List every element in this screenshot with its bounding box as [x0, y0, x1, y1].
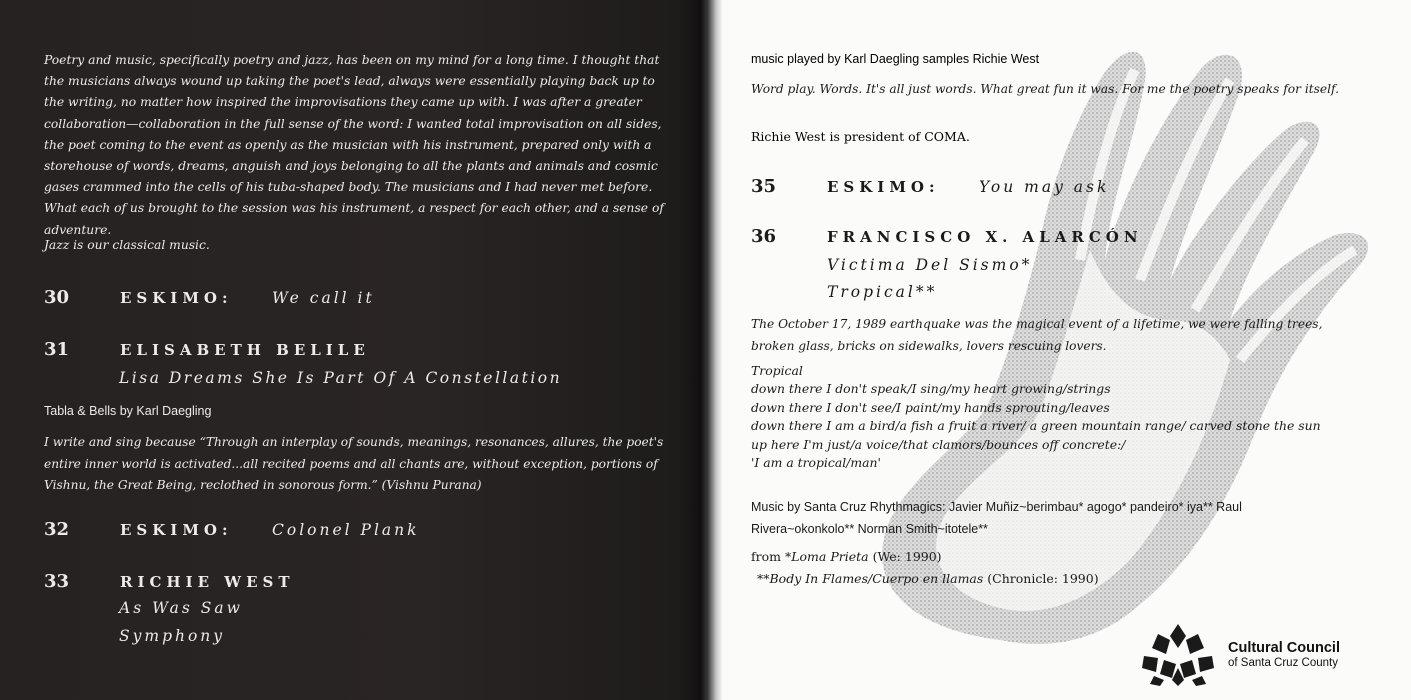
track-number: 33 — [44, 571, 70, 592]
track-30 — [44, 287, 684, 317]
source-1 — [751, 549, 942, 564]
poem-line: down there I am a bird/a fish a fruit a river/ a green mountain range/ carved stone the sun — [751, 418, 1321, 434]
poem-line: down there I don't speak/I sing/my heart growing/strings — [751, 381, 1111, 397]
source-2-title: **Body In Flames/Cuerpo en llamas — [757, 571, 984, 586]
track33-quote: Word play. Words. It's all just words. What great fun it was. For me the poetry speaks for itself. — [751, 82, 1339, 96]
track33-note: Richie West is president of COMA. — [751, 129, 970, 144]
track-title: Victima Del Sismo* — [827, 256, 1033, 274]
track-35 — [751, 176, 1371, 206]
music-credit: Music by Santa Cruz Rhythmagics: Javier Muñiz~berimbau* agogo* pandeiro* iya** Raul Rivera~okonkolo** Norman Smith~itotele** — [751, 500, 1242, 536]
source-1-label: (We: 1990) — [872, 549, 942, 564]
track-number: 30 — [44, 287, 70, 308]
track-subtitle: Tropical** — [827, 283, 938, 301]
logo-subtitle: of Santa Cruz County — [1228, 657, 1338, 669]
poem — [751, 362, 1371, 472]
track31-credit: Tabla & Bells by Karl Daegling — [44, 404, 212, 418]
track-artist: ESKIMO: — [120, 289, 233, 307]
source-2-label: (Chronicle: 1990) — [987, 571, 1099, 586]
track-number: 31 — [44, 339, 70, 360]
track-artist: ELISABETH BELILE — [120, 341, 370, 359]
track-artist: ESKIMO: — [827, 178, 940, 196]
track-artist: RICHIE WEST — [120, 573, 295, 591]
track-title: We call it — [272, 289, 375, 307]
track-subtitle: Symphony — [119, 627, 226, 645]
track-33 — [44, 571, 684, 661]
poem-line: down there I don't see/I paint/my hands sprouting/leaves — [751, 399, 1110, 415]
track31-quote: I write and sing because “Through an interplay of sounds, meanings, resonances, allures, the poet's entire inner world is activated...all recited poems and all chants are, without exception, portions of Vishnu, the Great Being, reclothed in sonorous form.” (Vishnu Purana) — [44, 435, 664, 492]
track-31 — [44, 339, 684, 399]
essay-paragraph: Poetry and music, specifically poetry and jazz, has been on my mind for a long time. I thought that the musicians always wound up taking the poet's lead, always were essentially playing back up to the writing, no matter how inspired the improvisations they came up with. I was after a greater collaboration—collaboration in the full sense of the word: I wanted total improvisation on all sides, the poet coming to the event as openly as the musician with his instrument, prepared only with a storehouse of words, dreams, anguish and joys belonging to all the plants and animals and cosmic gases crammed into the cells of his tuba-shaped body. The musicians and I had never met before. What each of us brought to the session was his instrument, a respect for each other, and a sense of adventure. — [44, 53, 664, 237]
book-gutter — [700, 0, 722, 700]
poem-line: Tropical — [751, 363, 803, 378]
poem-line: up here I'm just/a voice/that clamors/bounces off concrete:/ — [751, 436, 1126, 452]
track-title: As Was Saw — [119, 599, 243, 617]
track-artist: FRANCISCO X. ALARCÓN — [827, 228, 1143, 246]
logo-mark-icon — [1140, 622, 1216, 686]
logo-title: Cultural Council — [1228, 640, 1340, 656]
source-2 — [757, 571, 1099, 586]
cultural-council-logo — [1140, 622, 1380, 686]
track-number: 32 — [44, 519, 70, 540]
track36-intro: The October 17, 1989 earthquake was the magical event of a lifetime, we were falling trees, broken glass, bricks on sidewalks, lovers rescuing lovers. — [751, 317, 1323, 353]
track-32 — [44, 519, 684, 549]
essay-closing: Jazz is our classical music. — [44, 238, 210, 252]
track-36 — [751, 226, 1371, 306]
source-1-title: *Loma Prieta — [784, 549, 869, 564]
track-title: Colonel Plank — [272, 521, 420, 539]
source-from: from — [751, 549, 781, 564]
track-number: 35 — [751, 176, 777, 197]
track-title: Lisa Dreams She Is Part Of A Constellation — [119, 369, 563, 387]
track-title: You may ask — [979, 178, 1110, 196]
poem-line: 'I am a tropical/man' — [751, 455, 881, 471]
track-artist: ESKIMO: — [120, 521, 233, 539]
track-number: 36 — [751, 226, 777, 247]
track33-credit: music played by Karl Daegling samples Richie West — [751, 52, 1040, 66]
